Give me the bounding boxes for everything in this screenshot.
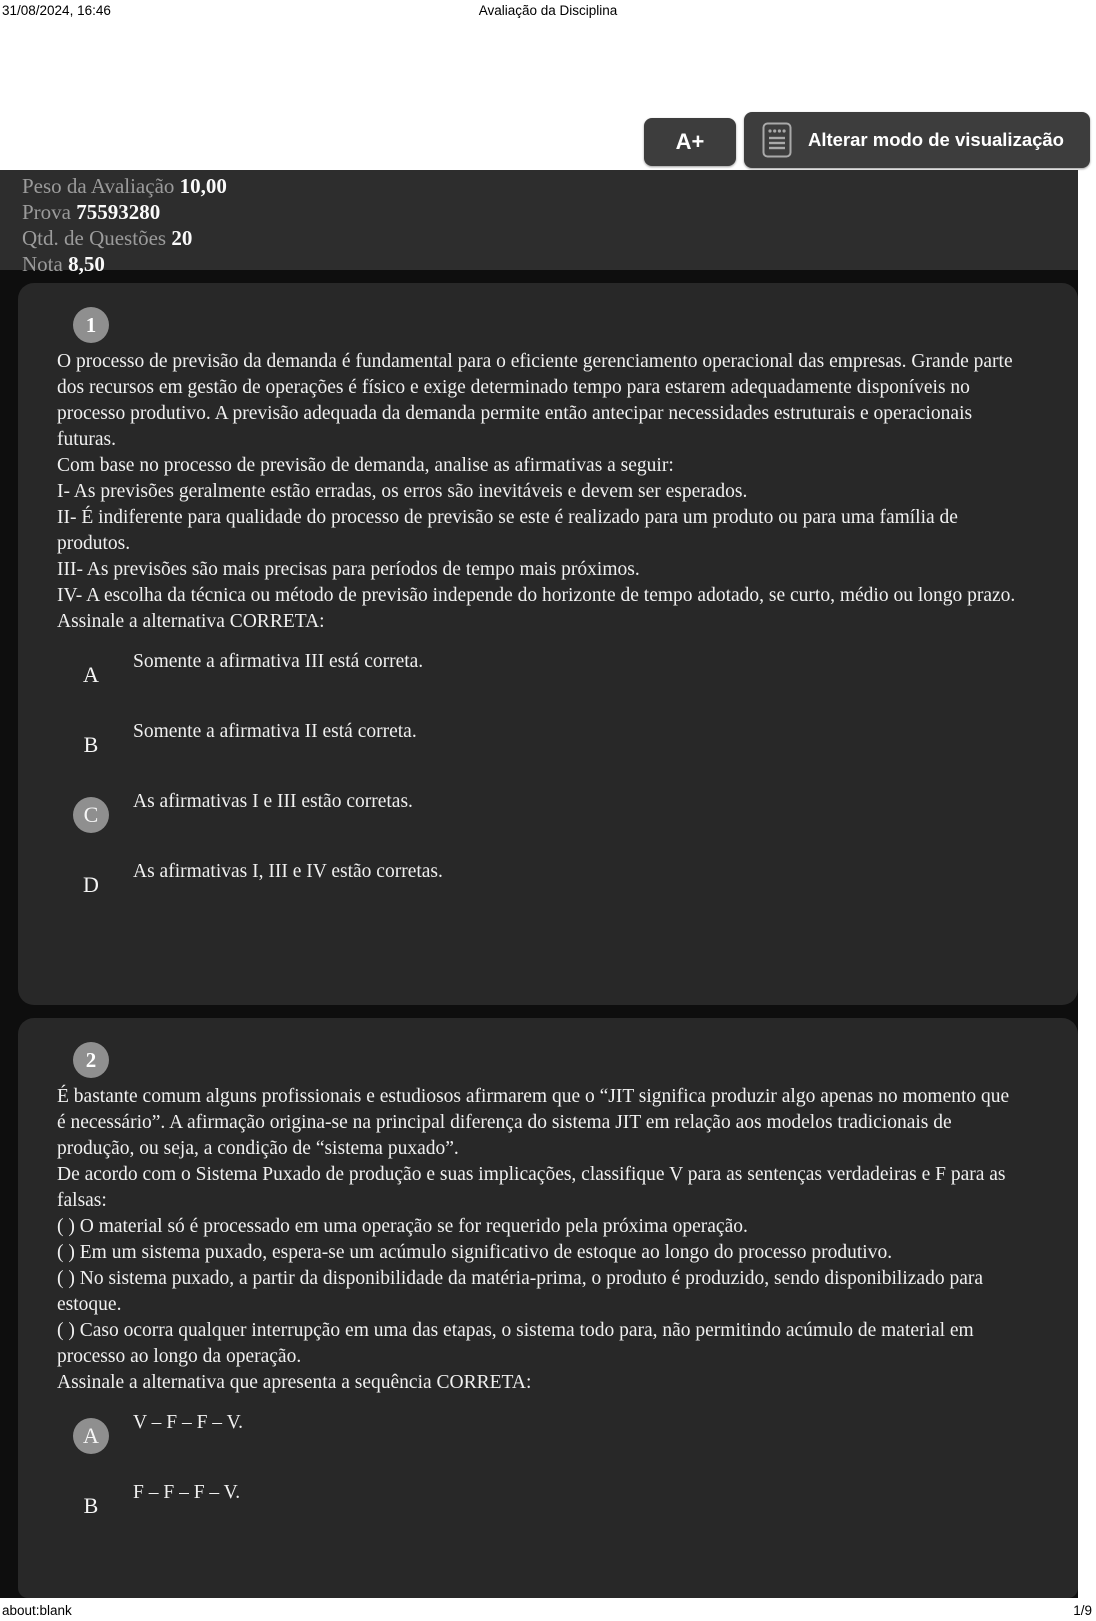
exam-info-label: Prova [22, 200, 77, 224]
page-title: Avaliação da Disciplina [478, 3, 618, 18]
option-text: As afirmativas I e III estão corretas. [133, 791, 413, 812]
question-paragraph: Assinale a alternativa que apresenta a sequência CORRETA: [57, 1372, 532, 1393]
question-paragraph: É bastante comum alguns profissionais e estudiosos afirmarem que o “JIT significa produzir algo apenas no momento que é necessário”. A afirmação origina-se na principal diferença do sistema JIT em relação aos modelos tradicionais de produção, ou seja, a condição de “sistema puxado”. [57, 1086, 1010, 1159]
question-number-badge: 1 [73, 307, 109, 343]
option-text: Somente a afirmativa III está correta. [133, 651, 424, 672]
question-paragraph: ( ) Caso ocorra qualquer interrupção em uma das etapas, o sistema todo para, não permitindo acúmulo de material em processo ao longo da operação. [57, 1320, 974, 1367]
answer-option[interactable] [57, 1478, 1018, 1548]
question-card [18, 1018, 1078, 1598]
answer-option[interactable] [57, 1408, 1018, 1478]
print-header [0, 0, 1096, 22]
font-size-button[interactable]: A+ [644, 118, 736, 166]
change-view-mode-label: Alterar modo de visualização [807, 129, 1064, 150]
question-paragraph: IV- A escolha da técnica ou método de previsão independe do horizonte de tempo adotado, se curto, médio ou longo prazo. [57, 585, 1016, 606]
question-paragraph: ( ) Em um sistema puxado, espera-se um acúmulo significativo de estoque ao longo do processo produtivo. [57, 1242, 893, 1263]
option-letter[interactable]: C [73, 797, 109, 833]
toolbar [0, 112, 1090, 168]
exam-info-value: 20 [171, 226, 193, 250]
change-view-mode-button[interactable] [744, 112, 1090, 168]
print-footer [0, 1599, 1096, 1621]
option-text: F – F – F – V. [133, 1482, 241, 1503]
exam-info-value: 8,50 [68, 252, 105, 276]
document-list-icon [762, 122, 792, 158]
assessment-content [0, 170, 1078, 1598]
exam-info-label: Peso da Avaliação [22, 174, 180, 198]
exam-info-line [22, 251, 1078, 277]
option-letter[interactable]: B [83, 1493, 99, 1518]
footer-page-number: 1/9 [1073, 1603, 1092, 1618]
question-paragraph: O processo de previsão da demanda é fundamental para o eficiente gerenciamento operacional das empresas. Grande parte dos recursos em gestão de operações é físico e exige determinado tempo para estarem adequadamente disponíveis no processo produtivo. A previsão adequada da demanda permite então antecipar necessidades estruturais e operacionais futuras. [57, 351, 1013, 450]
option-letter[interactable]: A [73, 1418, 109, 1454]
question-paragraph: De acordo com o Sistema Puxado de produção e suas implicações, classifique V para as sentenças verdadeiras e F para as falsas: [57, 1164, 1006, 1211]
option-text: As afirmativas I, III e IV estão corretas. [133, 861, 443, 882]
question-paragraph: Assinale a alternativa CORRETA: [57, 611, 325, 632]
answer-option[interactable] [57, 647, 1018, 717]
print-datetime: 31/08/2024, 16:46 [2, 3, 111, 18]
exam-info-band [0, 170, 1078, 276]
option-letter[interactable]: A [83, 662, 99, 687]
question-paragraph: ( ) No sistema puxado, a partir da disponibilidade da matéria-prima, o produto é produzido, sendo disponibilizado para estoque. [57, 1268, 984, 1315]
footer-url: about:blank [2, 1603, 72, 1618]
option-letter[interactable]: B [83, 732, 99, 757]
exam-info-label: Nota [22, 252, 69, 276]
question-paragraph: I- As previsões geralmente estão erradas, os erros são inevitáveis e devem ser esperados. [57, 481, 748, 502]
answer-option[interactable] [57, 857, 1018, 927]
question-text [57, 349, 1018, 635]
answer-option[interactable] [57, 717, 1018, 787]
question-paragraph: III- As previsões são mais precisas para períodos de tempo mais próximos. [57, 559, 640, 580]
question-paragraph: ( ) O material só é processado em uma operação se for requerido pela próxima operação. [57, 1216, 748, 1237]
option-text: V – F – F – V. [133, 1412, 244, 1433]
exam-info-line [22, 199, 1078, 225]
option-text: Somente a afirmativa II está correta. [133, 721, 417, 742]
answer-option[interactable] [57, 787, 1018, 857]
exam-info-line [22, 225, 1078, 251]
exam-info-line [22, 173, 1078, 199]
question-paragraph: Com base no processo de previsão de demanda, analise as afirmativas a seguir: [57, 455, 674, 476]
exam-info-value: 75593280 [76, 200, 161, 224]
question-paragraph: II- É indiferente para qualidade do processo de previsão se este é realizado para um produto ou para uma família de produtos. [57, 507, 958, 554]
option-letter[interactable]: D [83, 872, 99, 897]
exam-info-label: Qtd. de Questões [22, 226, 172, 250]
question-card [18, 283, 1078, 1005]
options-list [57, 1408, 1018, 1548]
exam-info-value: 10,00 [179, 174, 227, 198]
question-number-badge: 2 [73, 1042, 109, 1078]
options-list [57, 647, 1018, 927]
question-text [57, 1084, 1018, 1396]
